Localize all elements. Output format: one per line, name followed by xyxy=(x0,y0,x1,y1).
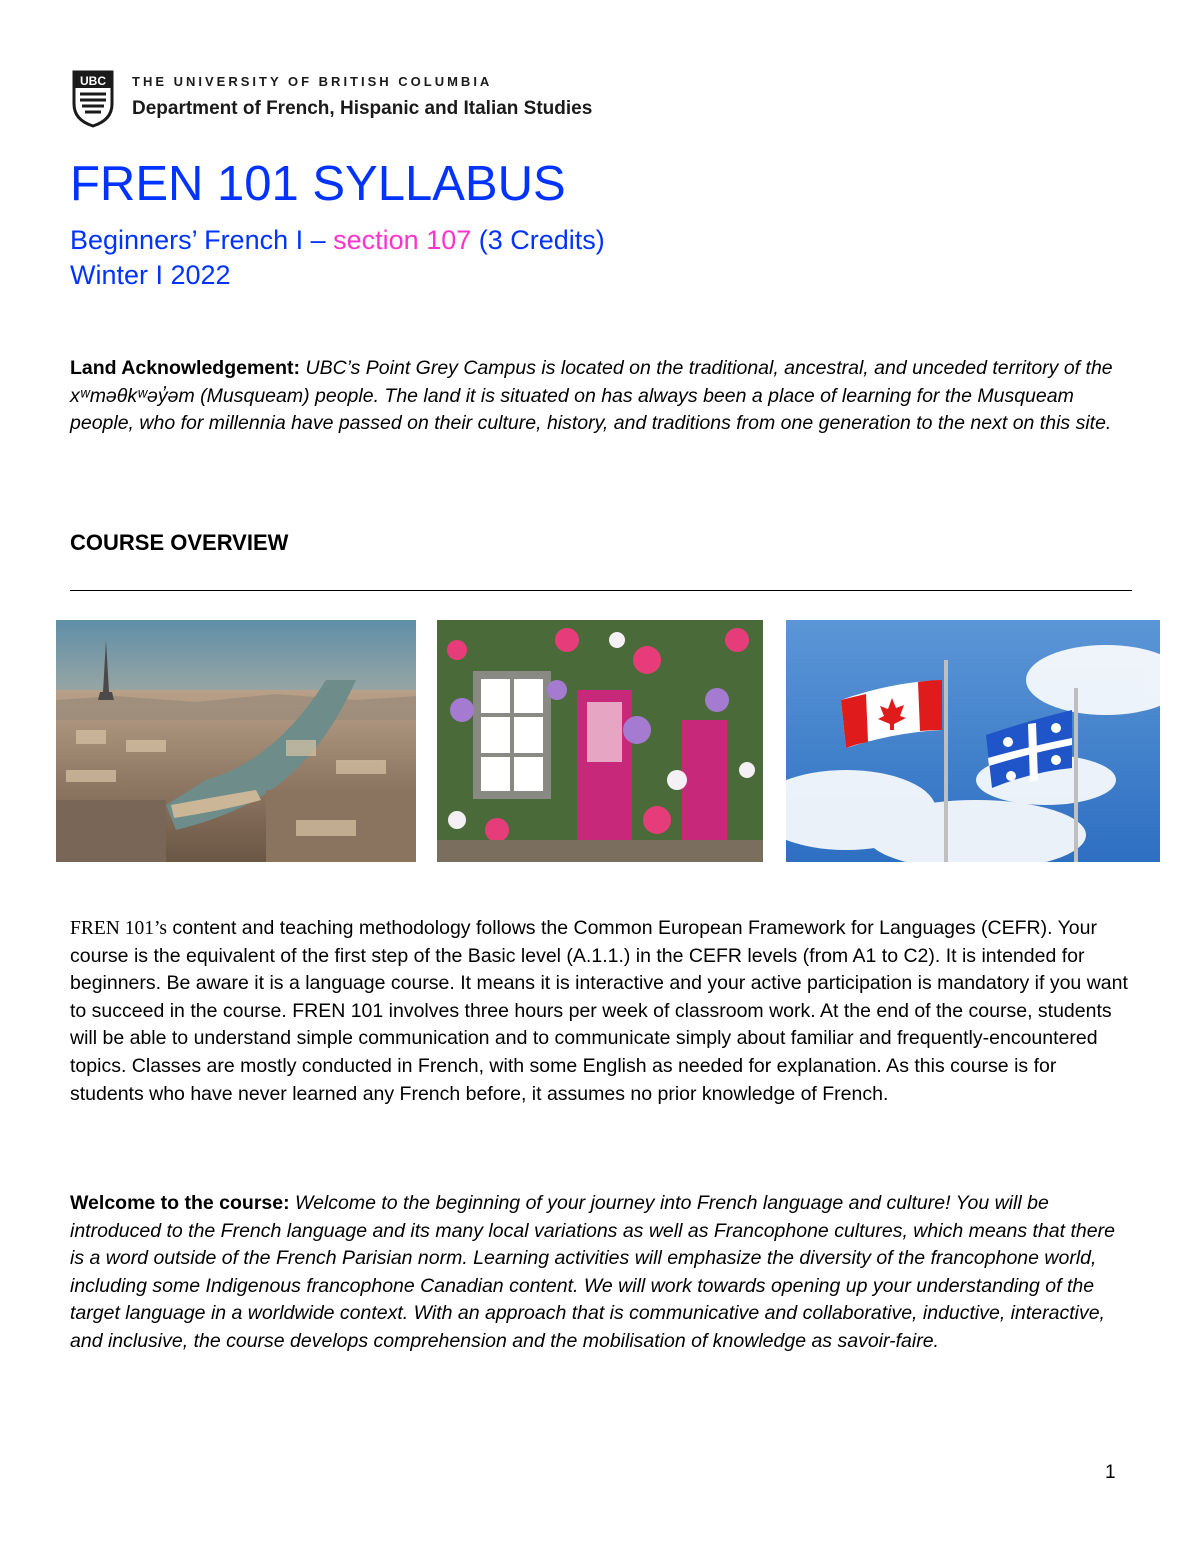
department-name: Department of French, Hispanic and Italian Studies xyxy=(132,98,593,119)
section-divider xyxy=(70,590,1132,591)
course-overview-heading: COURSE OVERVIEW xyxy=(70,530,289,555)
welcome-paragraph xyxy=(70,1190,1132,1356)
term-label: Winter I 2022 xyxy=(70,260,231,290)
course-credits: (3 Credits) xyxy=(471,225,605,255)
land-acknowledgement-label: Land Acknowledgement: xyxy=(70,357,301,379)
course-name: Beginners’ French I – xyxy=(70,225,334,255)
course-overview-body: content and teaching methodology follows the Common European Framework for Languages (CEFR). Your course is the equivalent of the first step of the Basic level (A.1.1.) in the CEFR levels (from A1 to C2). It is intended for beginners. Be aware it is a language course. It means it is interactive and your active participation is mandatory if you want to succeed in the course. FREN 101 involves three hours per week of classroom work. At the end of the course, students will be able to understand simple communication and to communicate simply about familiar and frequently-encountered topics. Classes are mostly conducted in French, with some English as needed for explanation. As this course is for students who have never learned any French before, it assumes no prior knowledge of French. xyxy=(70,917,1128,1105)
ubc-department-logo xyxy=(70,68,630,130)
page-number: 1 xyxy=(1105,1462,1116,1483)
course-overview-text xyxy=(70,915,1132,1108)
welcome-text: Welcome to the beginning of your journey into French language and culture! You will be introduced to the French language and its many local variations as well as Francophone cultures, which means that there is a word outside of the French Parisian norm. Learning activities will emphasize the diversity of the francophone world, including some Indigenous francophone Canadian content. We will work towards opening up your understanding of the target language in a worldwide context. With an approach that is communicative and collaborative, inductive, interactive, and inclusive, the course develops comprehension and the mobilisation of knowledge as savoir-faire. xyxy=(70,1192,1115,1352)
canada-quebec-flags-image xyxy=(786,620,1160,862)
university-name: THE UNIVERSITY OF BRITISH COLUMBIA xyxy=(132,74,493,89)
welcome-label: Welcome to the course: xyxy=(70,1192,290,1214)
land-acknowledgement xyxy=(70,355,1132,438)
course-overview-lead: FREN 101’s xyxy=(70,918,167,939)
syllabus-title: FREN 101 SYLLABUS xyxy=(70,157,566,211)
paris-skyline-image xyxy=(56,620,416,862)
crest-text: UBC xyxy=(80,74,106,88)
flower-house-image xyxy=(437,620,763,862)
course-subtitle xyxy=(70,224,605,256)
section-number: section 107 xyxy=(333,225,472,255)
ubc-crest-icon xyxy=(72,70,114,128)
land-acknowledgement-text: UBC’s Point Grey Campus is located on the traditional, ancestral, and unceded territory of the xʷməθkʷəy̓əm (Musqueam) people. The land it is situated on has always been a place of learning for the Musqueam people, who for millennia have passed on their culture, history, and traditions from one generation to the next on this site. xyxy=(70,357,1113,435)
